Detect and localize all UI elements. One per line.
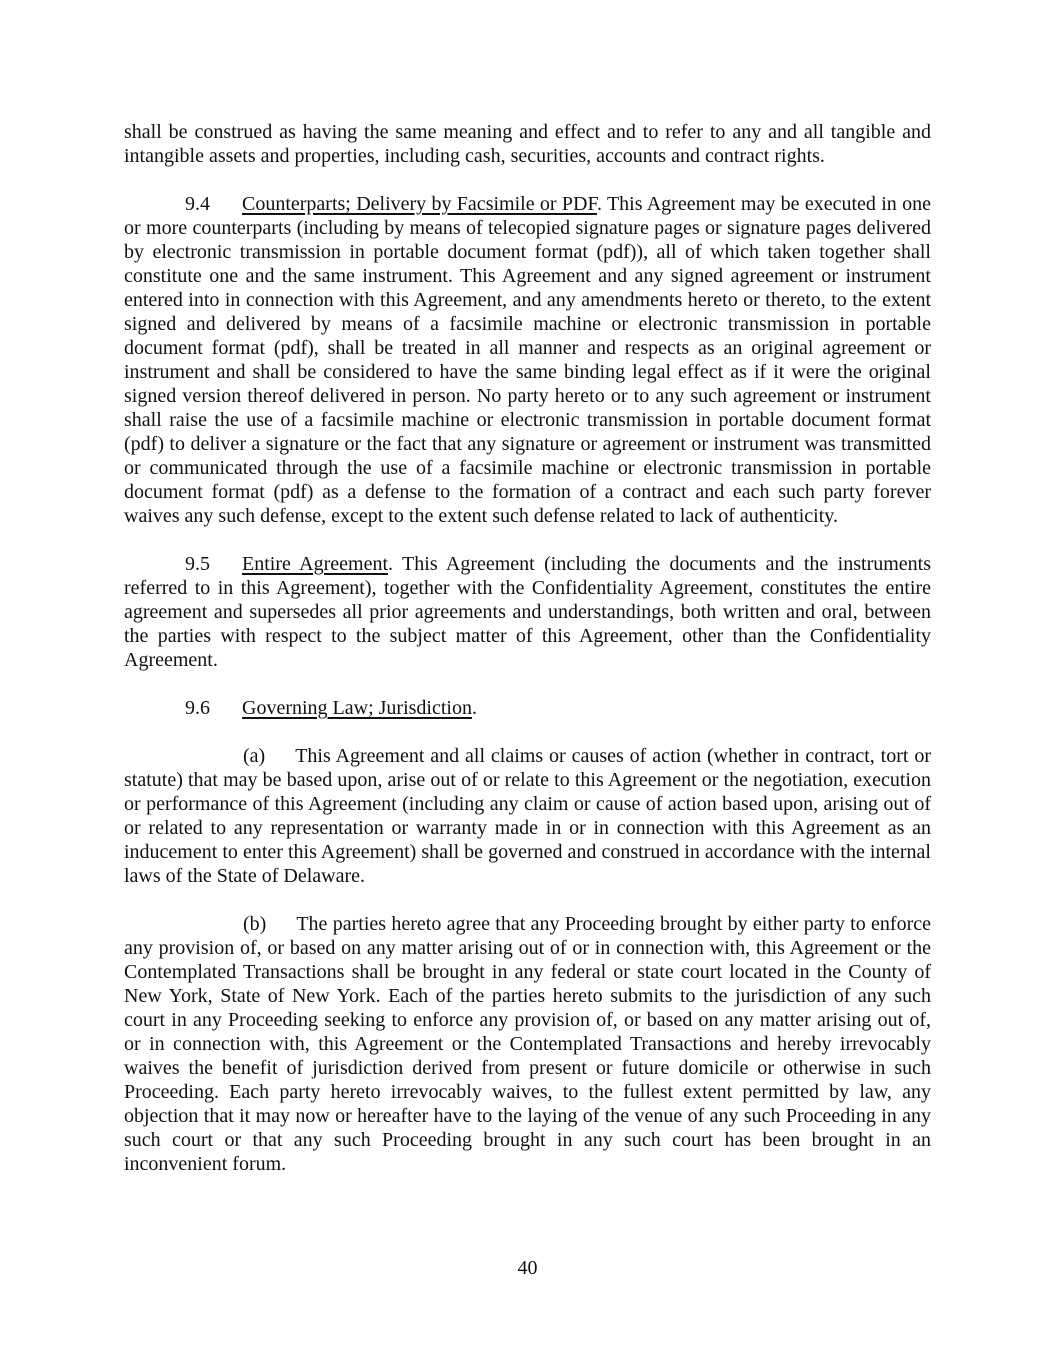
section-9-5-entire-agreement [124, 552, 931, 672]
paragraph-continuation: shall be construed as having the same meaning and effect and to refer to any and all tangible and intangible assets and properties, including cash, securities, accounts and contract rights. [124, 121, 931, 167]
section-title-period: . [471, 697, 477, 719]
subsection-body-text: The parties hereto agree that any Proceeding brought by either party to enforce any provision of, or based on any matter arising out of or in connection with, this Agreement or the Contemplated Transactions shall be brought in any federal or state court located in the County of New York, State of New York. Each of the parties hereto submits to the jurisdiction of any such court in any Proceeding seeking to enforce any provision of, or based on any matter arising out of, or in connection with, this Agreement or the Contemplated Transactions and hereby irrevocably waives the benefit of jurisdiction derived from present or future domicile or otherwise in such Proceeding. Each party hereto irrevocably waives, to the fullest extent permitted by law, any objection that it may now or hereafter have to the laying of the venue of any such Proceeding in any such court or that any such Proceeding brought in any such court has been brought in an inconvenient forum. [124, 913, 931, 1175]
section-number: 9.4 [185, 193, 210, 215]
section-title: Counterparts; Delivery by Facsimile or PDF [242, 193, 597, 215]
subsection-9-6-b [124, 912, 931, 1176]
section-title: Governing Law; Jurisdiction [242, 697, 472, 719]
subsection-label: (b) [243, 913, 267, 935]
section-9-4-counterparts [124, 192, 931, 528]
subsection-body-text: This Agreement and all claims or causes of action (whether in contract, tort or statute) that may be based upon, arise out of or relate to this Agreement or the negotiation, execution or performance of this Agreement (including any claim or cause of action based upon, arising out of or related to any representation or warranty made in or in connection with this Agreement as an inducement to enter this Agreement) shall be governed and construed in accordance with the internal laws of the State of Delaware. [124, 745, 931, 887]
section-body-text: . This Agreement (including the documents and the instruments referred to in this Agreement), together with the Confidentiality Agreement, constitutes the entire agreement and supersedes all prior agreements and understandings, both written and oral, between the parties with respect to the subject matter of this Agreement, other than the Confidentiality Agreement. [124, 553, 931, 671]
section-title: Entire Agreement [242, 553, 389, 575]
subsection-9-6-a [124, 744, 931, 888]
document-body [124, 120, 931, 1176]
section-9-6-governing-law-heading [124, 696, 931, 720]
section-number: 9.6 [185, 697, 210, 719]
section-body-text: . This Agreement may be executed in one or more counterparts (including by means of telecopied signature pages or signature pages delivered by electronic transmission in portable document format (pdf)), all of which taken together shall constitute one and the same instrument. This Agreement and any signed agreement or instrument entered into in connection with this Agreement, and any amendments hereto or thereto, to the extent signed and delivered by means of a facsimile machine or electronic transmission in portable document format (pdf), shall be treated in all manner and respects as an original agreement or instrument and shall be considered to have the same binding legal effect as if it were the original signed version thereof delivered in person. No party hereto or to any such agreement or instrument shall raise the use of a facsimile machine or electronic transmission in portable document format (pdf) to deliver a signature or the fact that any signature or agreement or instrument was transmitted or communicated through the use of a facsimile machine or electronic transmission in portable document format (pdf) as a defense to the formation of a contract and each such party forever waives any such defense, except to the extent such defense related to lack of authenticity. [124, 193, 932, 527]
page-number: 40 [517, 1257, 538, 1279]
section-number: 9.5 [185, 553, 210, 575]
subsection-label: (a) [243, 745, 266, 767]
